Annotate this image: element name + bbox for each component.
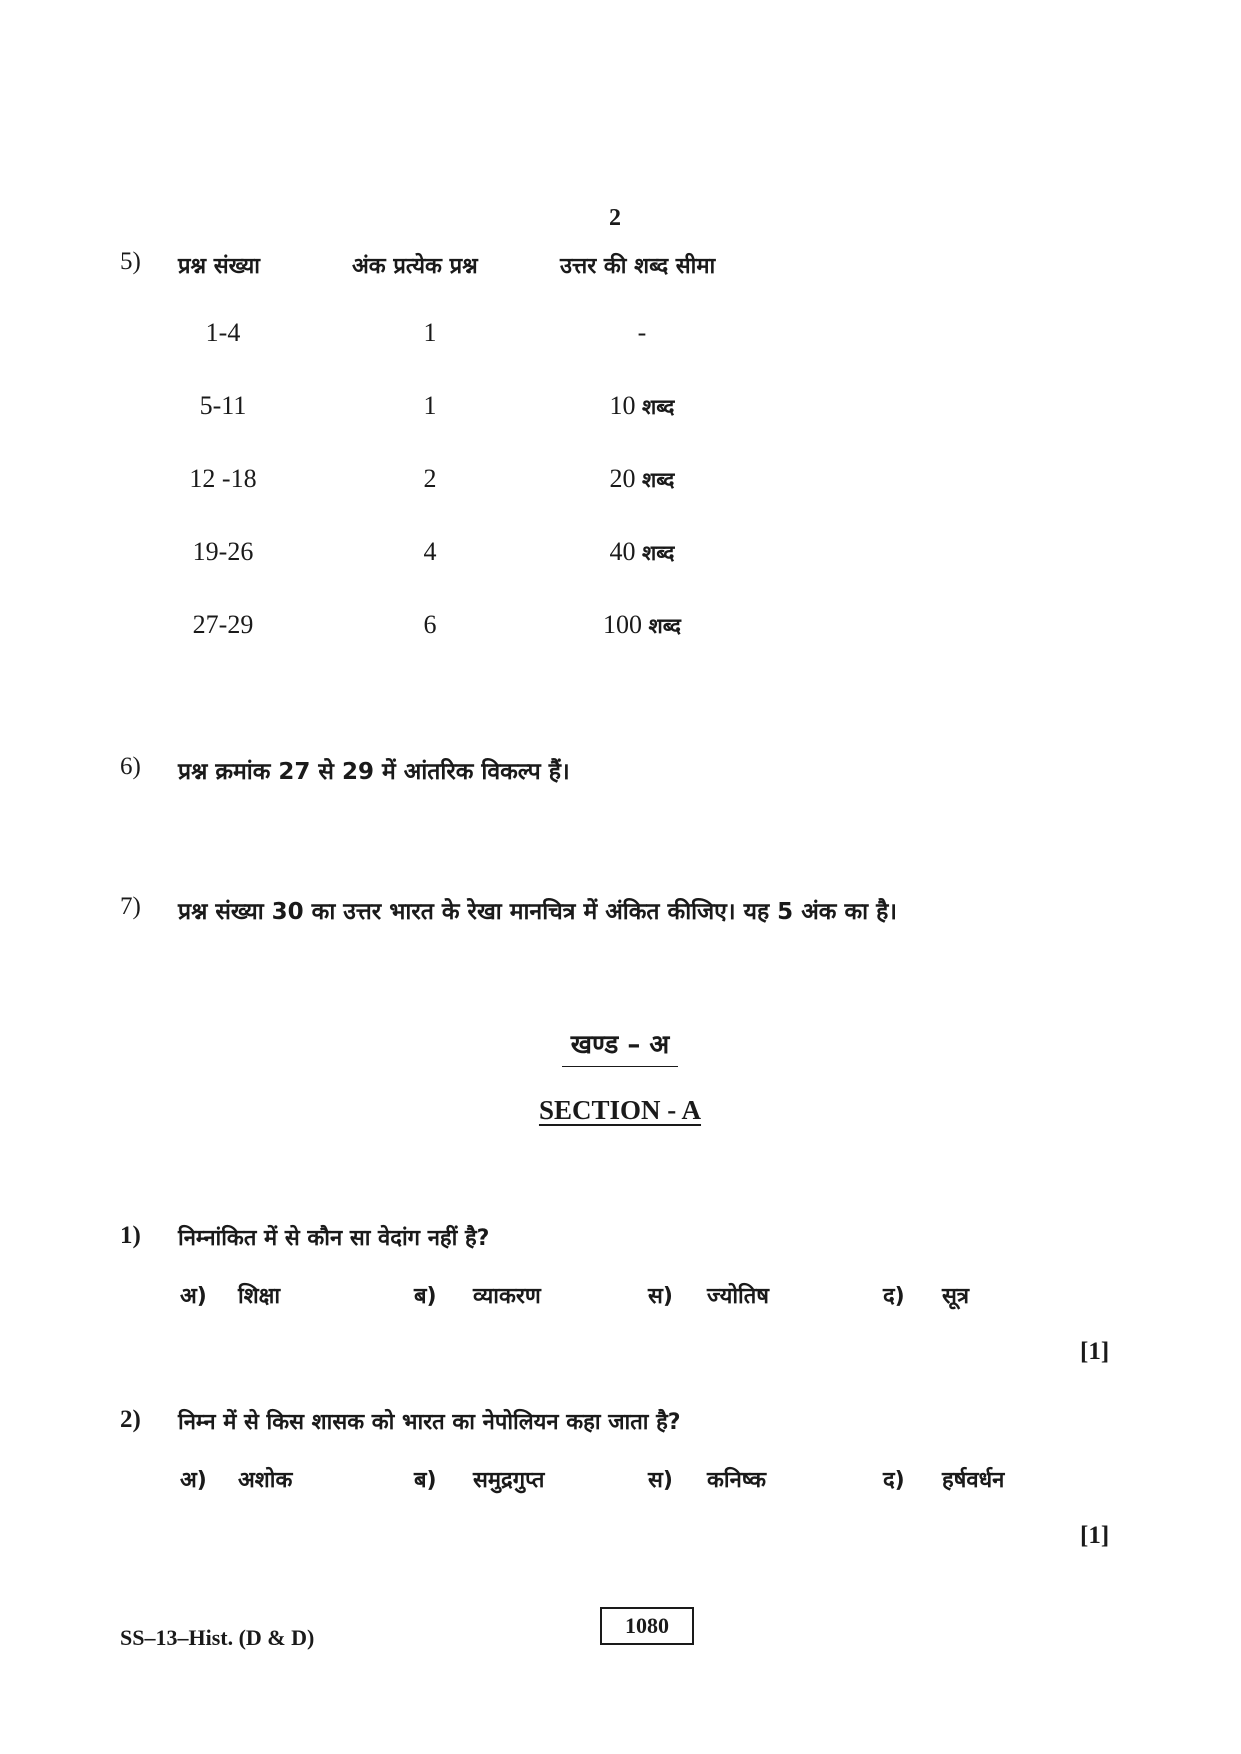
table-cell-word-limit <box>552 537 732 567</box>
question-marks: [1] <box>1080 1522 1110 1549</box>
page-number: 2 <box>609 205 621 231</box>
word-limit-unit: शब्द <box>648 614 681 638</box>
instruction-5-number: 5) <box>120 248 141 275</box>
option-text: कनिष्क <box>707 1468 767 1493</box>
word-limit-unit: शब्द <box>642 541 675 565</box>
instruction-7-text: प्रश्न संख्या 30 का उत्तर भारत के रेखा मानचित्र में अंकित कीजिए। यह 5 अंक का है। <box>178 899 897 925</box>
word-limit-number: - <box>637 318 647 347</box>
option-label: अ) <box>180 1468 207 1493</box>
instruction-6-text: प्रश्न क्रमांक 27 से 29 में आंतरिक विकल्प हैं। <box>178 759 570 785</box>
table-cell-marks: 4 <box>423 537 437 566</box>
word-limit-unit: शब्द <box>642 468 675 492</box>
table-header-word-limit: उत्तर की शब्द सीमा <box>560 254 716 279</box>
table-cell-marks: 1 <box>423 391 437 420</box>
option-text: व्याकरण <box>473 1284 541 1309</box>
word-limit-number: 40 <box>609 537 636 566</box>
table-header-marks-each: अंक प्रत्येक प्रश्न <box>352 254 478 279</box>
table-cell-marks: 1 <box>423 318 437 347</box>
table-cell-range: 5-11 <box>199 391 247 420</box>
table-cell-range: 12 -18 <box>189 464 257 493</box>
word-limit-number: 10 <box>609 391 636 420</box>
section-heading-english: SECTION - A <box>538 1095 702 1125</box>
option-label: स) <box>648 1468 673 1493</box>
instruction-7-number: 7) <box>120 893 141 920</box>
option-text: सूत्र <box>942 1284 970 1309</box>
option-text: समुद्रगुप्त <box>473 1468 545 1493</box>
option-text: हर्षवर्धन <box>942 1468 1005 1493</box>
option-label: ब) <box>414 1468 437 1493</box>
table-cell-word-limit <box>552 610 732 640</box>
option-text: अशोक <box>238 1468 293 1493</box>
question-number: 1) <box>120 1222 141 1249</box>
question-text: निम्न में से किस शासक को भारत का नेपोलियन कहा जाता है? <box>178 1410 681 1435</box>
option-label: द) <box>883 1284 905 1309</box>
word-limit-number: 20 <box>609 464 636 493</box>
table-cell-marks: 6 <box>423 610 437 639</box>
table-cell-range: 27-29 <box>192 610 254 639</box>
table-cell-marks: 2 <box>423 464 437 493</box>
option-label: द) <box>883 1468 905 1493</box>
word-limit-number: 100 <box>603 610 643 639</box>
table-cell-word-limit <box>552 391 732 421</box>
option-text: शिक्षा <box>238 1284 281 1309</box>
option-label: स) <box>648 1284 673 1309</box>
instruction-6-number: 6) <box>120 753 141 780</box>
table-cell-range: 19-26 <box>192 537 254 566</box>
question-marks: [1] <box>1080 1338 1110 1365</box>
table-cell-range: 1-4 <box>205 318 241 347</box>
question-text: निम्नांकित में से कौन सा वेदांग नहीं है? <box>178 1226 490 1251</box>
word-limit-unit: शब्द <box>642 395 675 419</box>
table-header-question-number: प्रश्न संख्या <box>178 254 260 279</box>
section-heading-underline <box>562 1066 678 1067</box>
option-text: ज्योतिष <box>707 1284 769 1309</box>
section-heading-hindi: खण्ड – अ <box>570 1030 670 1060</box>
page-code-box: 1080 <box>600 1607 694 1645</box>
paper-code: SS–13–Hist. (D & D) <box>120 1625 315 1650</box>
question-number: 2) <box>120 1406 141 1433</box>
table-cell-word-limit <box>552 318 732 348</box>
option-label: अ) <box>180 1284 207 1309</box>
option-label: ब) <box>414 1284 437 1309</box>
table-cell-word-limit <box>552 464 732 494</box>
